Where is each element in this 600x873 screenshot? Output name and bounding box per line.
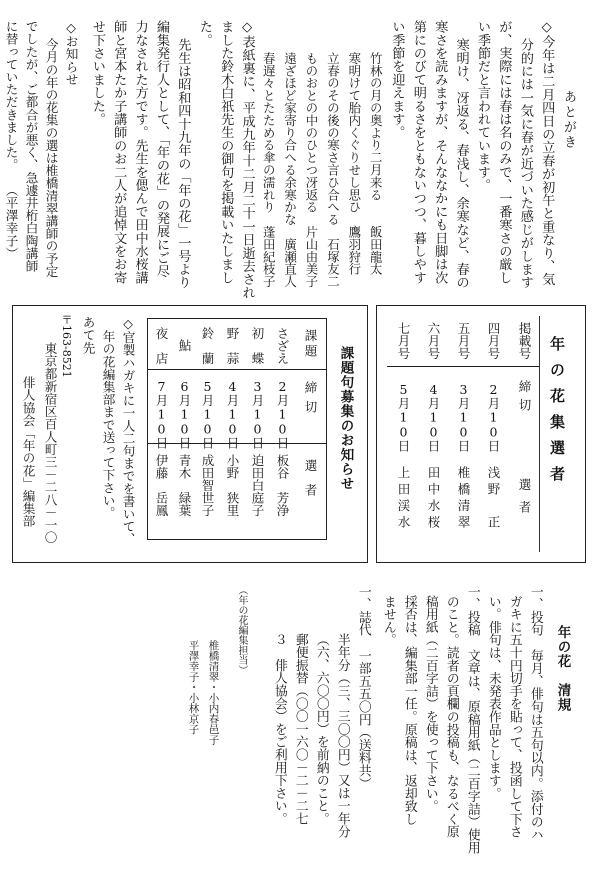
selectors-row-issue: 六月号	[426, 322, 441, 360]
afterword-line: い季節だと言われています。	[475, 20, 490, 192]
topics-notice-box	[12, 305, 368, 563]
haiku-line: 遠ざほど家寄り合へる余寒かな 廣瀬直人	[282, 52, 298, 288]
selectors-row-deadline: 3月10日	[456, 382, 471, 452]
topics-row-topic: 鮎	[177, 339, 192, 352]
haiku-line: 立春のその後の寒さ言ひ合へる 石塚友二	[325, 52, 341, 288]
afterword-line: でしたが、ご都合が悪く、急遽井桁白陶講師	[23, 20, 39, 272]
afterword-line: が、実際には春は名のみで、一番寒さの厳し	[496, 20, 512, 284]
afterword-line: ◇表紙裏に、平成九年十二月二十一日逝去され	[239, 20, 255, 299]
afterword-line: 力なされた方です。先生を偲んで田中水桜講	[132, 20, 148, 284]
topics-row-judge: 伊藤 岳鳳	[154, 454, 169, 517]
postal-code: 〒163-8521	[60, 314, 73, 378]
topics-notice-line: 年の花編集部まで送って下さい。	[100, 330, 116, 519]
topics-row-topic: さざえ	[275, 327, 290, 365]
selectors-header-judge: 選者	[517, 478, 532, 523]
haiku-line: 春遅々とたためる傘の濡れり 蓬田紀枝子	[261, 52, 277, 288]
rules-line: （六、六〇〇円）を前納のこと。	[313, 633, 329, 825]
afterword-line: 寒明け、冴返る、春浅し、余寒など、春の	[453, 38, 469, 289]
topics-row-judge: 迫田白庭子	[250, 454, 265, 517]
haiku-line: ものおとの中のひとつ冴返る 片山由美子	[304, 52, 319, 288]
topics-notice-line: あて先	[80, 316, 96, 354]
rules-line: い。俳句は、未発表作品とします。	[485, 595, 501, 800]
afterword-line: 先生は昭和四十九年の「年の花」一号より	[175, 38, 191, 289]
afterword-heading: あとがき	[561, 90, 576, 150]
topics-header-topic: 課題	[303, 329, 318, 360]
selectors-row-issue: 五月号	[456, 322, 471, 360]
topics-row-topic: 初 蝶	[250, 327, 265, 365]
rules-line: ガキに五十円切手を貼って、投函して下さ	[506, 595, 522, 839]
address-line: 東京都新宿区百人町三－二八－一〇	[42, 342, 58, 544]
afterword-line: 寒さを読みますが、そんななかにも日脚は次	[432, 20, 448, 284]
selectors-title: 年の花集選者	[548, 336, 566, 492]
selectors-row-deadline: 5月10日	[396, 382, 411, 452]
topics-row-deadline: 6月10日	[177, 379, 192, 449]
topics-row-deadline: 4月10日	[225, 379, 240, 449]
afterword-line: た。	[196, 20, 212, 47]
selectors-row-deadline: 4月10日	[426, 382, 441, 452]
rules-line: 採否は、編集部一任。原稿は、返却致し	[401, 595, 417, 826]
selectors-row-issue: 七月号	[396, 322, 411, 360]
rules-line: ません。	[380, 595, 396, 647]
credit-names: 平澤幸子・小林京子	[187, 640, 200, 735]
topics-row-deadline: 2月10日	[275, 379, 290, 449]
topics-row-topic: 野 蒜	[225, 327, 240, 365]
rules-line: 一、誌代 一部五五〇円（送料共）	[355, 585, 371, 790]
address-line: 俳人協会「年の花」編集部	[20, 376, 36, 528]
afterword-line: に替っていただきました。 （平澤幸子）	[3, 20, 19, 260]
topics-row-judge: 板谷 芳浄	[275, 454, 290, 517]
selectors-row-issue: 四月号	[486, 322, 501, 360]
rules-line: 一、投句 毎月、俳句は五句以内。添付のハ	[527, 585, 543, 841]
topics-row-judge: 青木 緑葉	[177, 454, 192, 517]
afterword-line: 師と宮本たか子講師のお二人が追悼文をお寄	[111, 20, 127, 284]
topics-table	[147, 318, 327, 540]
afterword-line: せ下さいました。	[89, 20, 105, 126]
afterword-line: 編集発行人として、「年の花」の発展にご尽	[154, 20, 169, 278]
afterword-line: ◇今年は二月四日の立春が初午と重なり、気	[539, 20, 555, 286]
topics-row-topic: 鈴 蘭	[200, 327, 215, 365]
selectors-row-judge: 田中水桜	[426, 466, 441, 532]
topics-row-judge: 小野 狭里	[225, 454, 240, 517]
rules-line: ３ 俳人協会）をご利用下さい。	[271, 633, 287, 825]
rules-line: 半年分（三、三〇〇円）又は一年分	[334, 633, 350, 838]
afterword-line: い季節を迎えます。	[389, 20, 405, 139]
topics-notice-line: ◇官製ハガキに一人二句までを書いて、	[120, 316, 136, 546]
rules-line: 稿用紙（二百字詰）を使って下さい。	[422, 595, 438, 813]
afterword-line: 第にのびて明るさをともないつつ、暮しやす	[410, 20, 426, 284]
selectors-row-deadline: 2月10日	[486, 382, 501, 452]
haiku-line: 寒明けて胎内くぐりせし思ひ 鷹羽狩行	[346, 52, 362, 276]
topics-row-deadline: 7月10日	[154, 379, 169, 449]
credit-label: （年の花編集担当）	[236, 585, 247, 675]
rules-line: のこと。読者の頁欄の投稿も、なるべく原	[443, 595, 459, 839]
haiku-line: 竹林の月の奥より二月来る 飯田龍太	[368, 52, 384, 276]
rules-title: 年の花 清規	[554, 625, 571, 712]
afterword-line: 今月の年の花集の選は椎橋清翠講師の予定	[43, 38, 59, 278]
topics-row-topic: 夜 店	[154, 327, 169, 365]
afterword-line: 分的には一気に春が近づいた感じがします	[517, 38, 533, 289]
topics-title: 課題句募集のお知らせ	[337, 346, 354, 491]
afterword-line: ました鈴木白祇先生の御句を掲載いたしまし	[218, 20, 234, 284]
selectors-header-deadline: 締切	[517, 380, 532, 417]
selectors-table	[376, 305, 586, 563]
selectors-row-judge: 浅野 正	[486, 466, 501, 532]
topics-row-deadline: 3月10日	[250, 379, 265, 449]
topics-header-deadline: 締切	[303, 381, 318, 420]
topics-header-judge: 選者	[303, 459, 318, 508]
selectors-row-judge: 椎橋清翠	[456, 466, 471, 532]
selectors-row-judge: 上田渓水	[396, 466, 411, 532]
afterword-line: ◇お知らせ	[63, 20, 79, 86]
rules-line: 一、投稿 文章は、原稿用紙（二百字詰）使用	[464, 585, 480, 854]
rules-line: 郵便振替（〇〇一六〇－二－二七	[292, 633, 308, 825]
topics-row-judge: 成田智世子	[200, 454, 215, 517]
credit-names: 椎橋清翠・小内春邑子	[207, 640, 220, 745]
selectors-header-issue: 掲載号	[517, 322, 532, 360]
topics-row-deadline: 5月10日	[200, 379, 215, 449]
